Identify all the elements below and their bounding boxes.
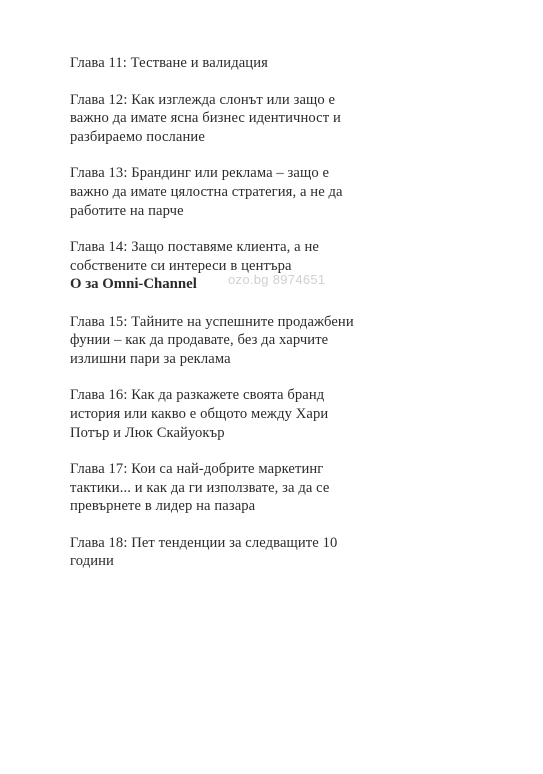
chapter-17-entry (70, 460, 390, 516)
watermark: ozo.bg 8974651 (228, 272, 326, 287)
chapter-13-entry (70, 164, 390, 220)
chapter-14-line-1: Глава 14: Защо поставяме клиента, а не (70, 239, 319, 256)
chapter-13-line-1: Глава 13: Брандинг или реклама – защо е (70, 165, 330, 182)
chapter-16-line-1: Глава 16: Как да разкажете своята бранд (70, 387, 325, 404)
chapter-16-line-2: история или какво е общото между Хари (70, 405, 329, 422)
chapter-14-line-2: собствените си интереси в центъра (70, 257, 292, 274)
chapter-12-entry (70, 91, 390, 147)
chapter-15-entry (70, 313, 390, 369)
chapter-11-entry (70, 54, 390, 73)
chapter-15-line-1: Глава 15: Тайните на успешните продажбени (70, 313, 354, 330)
chapter-15-line-3: излишни пари за реклама (70, 350, 231, 367)
chapter-18-entry (70, 534, 390, 571)
chapter-15-line-2: фунии – как да продавате, без да харчите (70, 332, 329, 349)
chapter-18-line-2: години (70, 553, 114, 570)
chapter-12-line-1: Глава 12: Как изглежда слонът или защо е (70, 91, 336, 108)
chapter-17-line-2: тактики... и как да ги използвате, за да се (70, 479, 330, 496)
chapter-17-line-1: Глава 17: Кои са най-добрите маркетинг (70, 461, 324, 478)
section-heading-omni-channel: О за Omni-Channel (70, 276, 197, 293)
chapter-14-entry (70, 238, 390, 275)
chapter-12-line-2: важно да имате ясна бизнес идентичност и (70, 110, 341, 127)
chapter-18-line-1: Глава 18: Пет тенденции за следващите 10 (70, 534, 338, 551)
table-of-contents (70, 54, 390, 589)
chapter-16-line-3: Потър и Люк Скайуокър (70, 424, 225, 441)
chapter-12-line-3: разбираемо послание (70, 128, 205, 145)
chapter-16-entry (70, 386, 390, 442)
chapter-13-line-3: работите на парче (70, 202, 184, 219)
chapter-17-line-3: превърнете в лидер на пазара (70, 498, 256, 515)
chapter-11-line-1: Глава 11: Тестване и валидация (70, 55, 268, 71)
chapter-13-line-2: важно да имате цялостна стратегия, а не да (70, 183, 343, 200)
